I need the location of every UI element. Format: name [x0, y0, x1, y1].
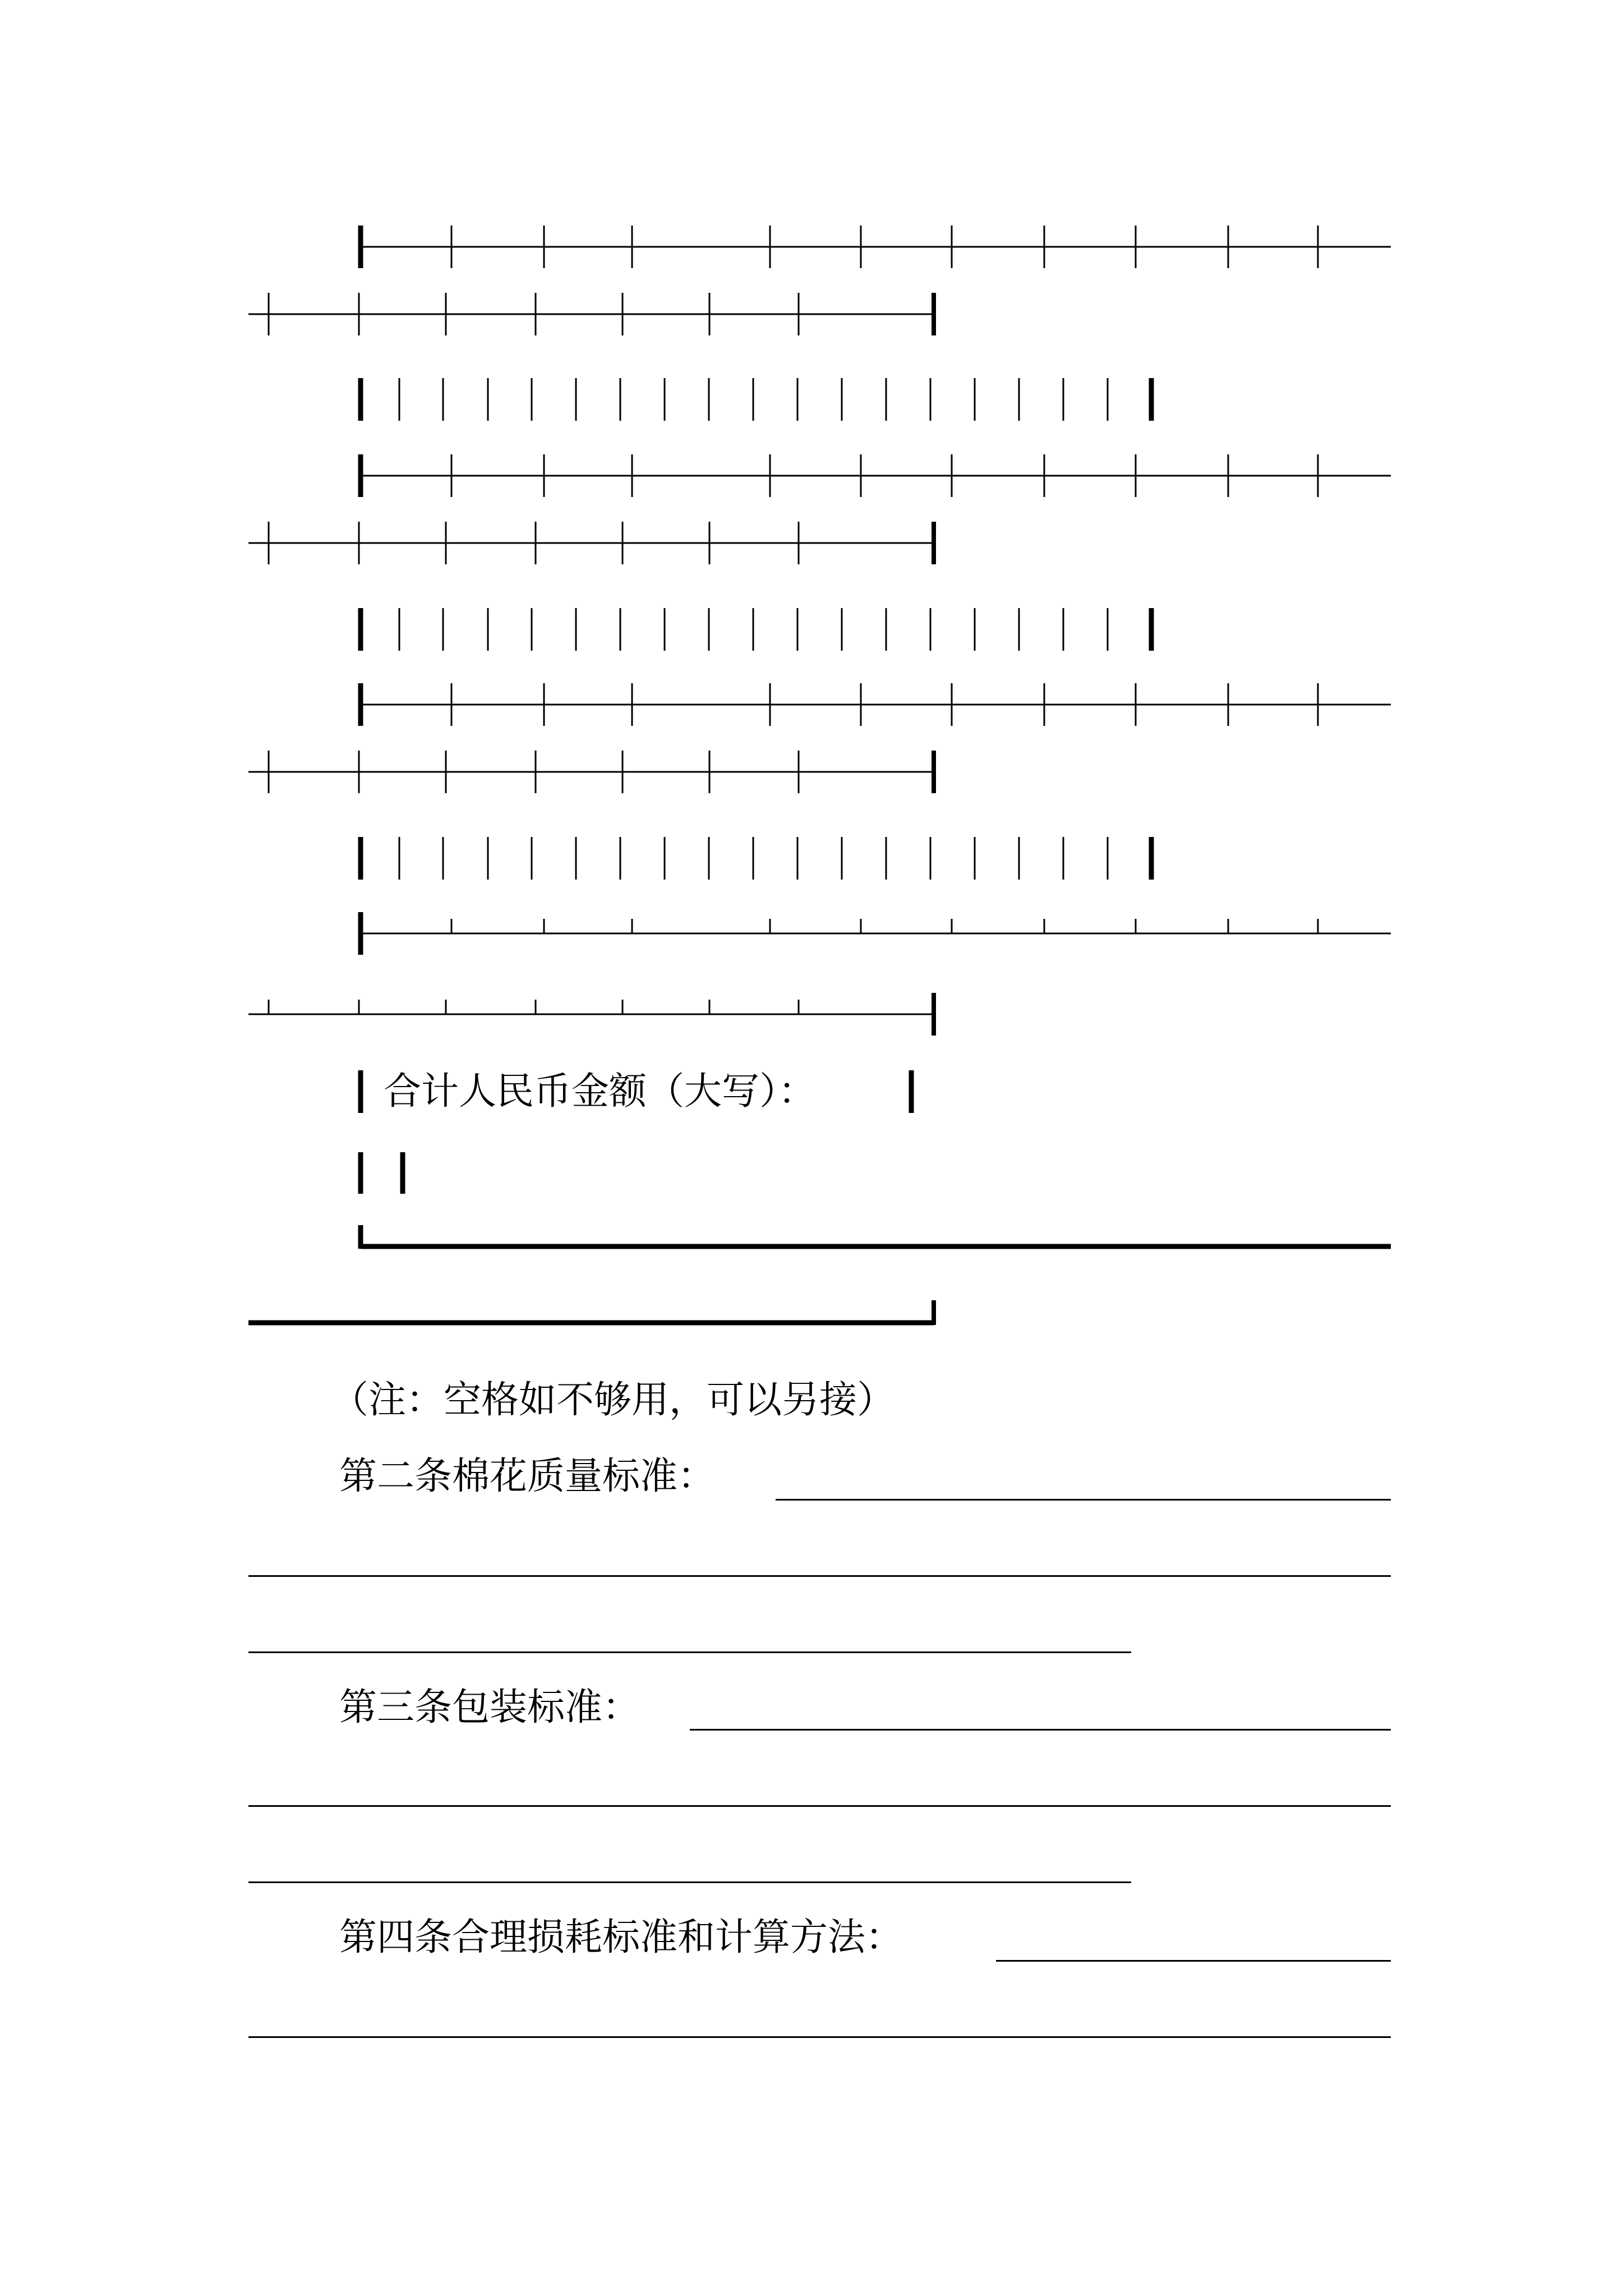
total-amount-label: 合计人民币金额（大写）： — [384, 1069, 816, 1113]
clause-3-blank-3[interactable] — [248, 1881, 1131, 1883]
clause-3-blank-2[interactable] — [248, 1805, 1391, 1807]
clause-2-blank-3[interactable] — [248, 1651, 1131, 1653]
clause-2-label: 第二条棉花质量标准： — [339, 1454, 715, 1498]
clause-3-label: 第三条包装标准： — [339, 1685, 640, 1729]
clause-3-blank-1[interactable] — [690, 1729, 1391, 1731]
note-text: （注：空格如不够用，可以另接） — [331, 1378, 895, 1421]
clause-4-blank-2[interactable] — [248, 2036, 1391, 2038]
clause-4-blank-1[interactable] — [996, 1960, 1391, 1962]
clause-4-label: 第四条合理损耗标准和计算方法： — [339, 1915, 903, 1959]
clause-2-blank-2[interactable] — [248, 1575, 1391, 1577]
clause-2-blank-1[interactable] — [776, 1499, 1391, 1501]
